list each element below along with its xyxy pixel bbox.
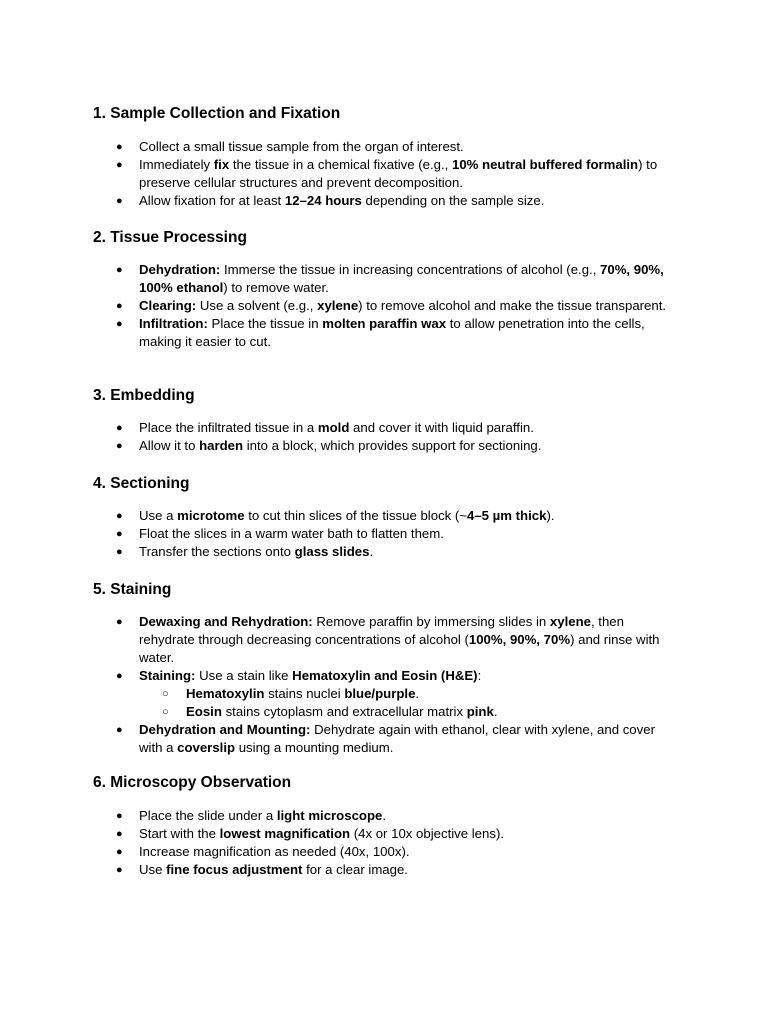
- text-segment: ) and rinse with water.: [139, 632, 660, 665]
- section-heading: 2. Tissue Processing: [93, 229, 247, 246]
- text-segment: .: [415, 686, 420, 701]
- text-segment: to allow penetration into the cells, making it easier to cut.: [139, 316, 645, 349]
- bullet-icon: ●: [116, 318, 123, 330]
- bold-text: fine focus adjustment: [166, 862, 303, 877]
- list-item: [0, 297, 669, 315]
- text-segment: :: [477, 668, 482, 683]
- list-item: [0, 192, 669, 210]
- bold-text: Infiltration:: [139, 316, 208, 331]
- bold-text: Staining:: [139, 668, 196, 683]
- bullet-icon: ●: [116, 724, 123, 736]
- text-segment: Place the slide under a: [139, 808, 277, 823]
- bold-text: Dewaxing and Rehydration:: [139, 614, 313, 629]
- list-item: [0, 543, 669, 561]
- sub-list-item: [0, 685, 669, 703]
- text-segment: Place the infiltrated tissue in a: [139, 420, 318, 435]
- bullet-icon: ●: [116, 864, 123, 876]
- bullet-icon: ●: [116, 546, 123, 558]
- bullet-list: [0, 507, 768, 561]
- bullet-icon: ●: [116, 828, 123, 840]
- sub-list-item: [0, 703, 669, 721]
- bold-text: 10% neutral buffered formalin: [451, 157, 639, 172]
- bullet-list: [0, 138, 768, 210]
- text-segment: Immediately: [139, 157, 214, 172]
- text-segment: (4x or 10x objective lens).: [350, 826, 505, 841]
- list-item: [0, 667, 669, 685]
- text-segment: Increase magnification as needed (40x, 100x).: [139, 844, 410, 859]
- section-heading: 6. Microscopy Observation: [93, 774, 292, 791]
- section-heading: 3. Embedding: [93, 387, 195, 404]
- bullet-icon: ●: [116, 300, 123, 312]
- text-segment: ) to preserve cellular structures and prevent decomposition.: [139, 157, 658, 190]
- bold-text: 12–24 hours: [284, 193, 362, 208]
- bullet-icon: ●: [116, 528, 123, 540]
- bold-text: 70%, 90%, 100% ethanol: [139, 262, 664, 295]
- text-segment: Float the slices in a warm water bath to flatten them.: [139, 526, 444, 541]
- bullet-icon: ●: [116, 810, 123, 822]
- bullet-icon: ●: [116, 440, 123, 452]
- bold-text: lowest magnification: [219, 826, 351, 841]
- text-segment: Use: [139, 862, 167, 877]
- list-item: [0, 261, 669, 297]
- text-segment: Start with the: [139, 826, 220, 841]
- bold-text: xylene: [549, 614, 591, 629]
- bold-text: molten paraffin wax: [322, 316, 447, 331]
- text-segment: ) to remove alcohol and make the tissue transparent.: [358, 298, 667, 313]
- bold-text: Eosin: [186, 704, 222, 719]
- list-item: [0, 507, 669, 525]
- bold-text: light microscope: [276, 808, 383, 823]
- list-item: [0, 315, 669, 351]
- hollow-bullet-icon: ○: [162, 688, 169, 700]
- bullet-icon: ●: [116, 159, 123, 171]
- text-segment: stains nuclei: [264, 686, 345, 701]
- bold-text: Dehydration:: [139, 262, 221, 277]
- text-segment: for a clear image.: [302, 862, 408, 877]
- list-item: [0, 437, 669, 455]
- bold-text: harden: [199, 438, 244, 453]
- text-segment: Use a solvent (e.g.,: [196, 298, 318, 313]
- list-item: [0, 419, 669, 437]
- bold-text: fix: [213, 157, 230, 172]
- text-segment: .: [382, 808, 387, 823]
- hollow-bullet-icon: ○: [162, 706, 169, 718]
- text-segment: Allow it to: [139, 438, 200, 453]
- text-segment: Immerse the tissue in increasing concentrations of alcohol (e.g.,: [220, 262, 601, 277]
- bold-text: mold: [317, 420, 350, 435]
- text-segment: stains cytoplasm and extracellular matrix: [221, 704, 467, 719]
- section-heading: 5. Staining: [93, 581, 172, 598]
- text-segment: ) to remove water.: [223, 280, 329, 295]
- bold-text: Hematoxylin and Eosin (H&E): [292, 668, 478, 683]
- bold-text: xylene: [317, 298, 359, 313]
- bold-text: glass slides: [294, 544, 370, 559]
- text-segment: .: [493, 704, 498, 719]
- bold-text: Dehydration and Mounting:: [139, 722, 311, 737]
- text-segment: Use a: [139, 508, 178, 523]
- list-item: [0, 825, 669, 843]
- bold-text: Clearing:: [139, 298, 197, 313]
- text-segment: Collect a small tissue sample from the organ of interest.: [139, 139, 464, 154]
- text-segment: depending on the sample size.: [361, 193, 545, 208]
- bullet-icon: ●: [116, 422, 123, 434]
- bold-text: 4–5 µm thick: [467, 508, 547, 523]
- list-item: [0, 843, 669, 861]
- bold-text: 100%, 90%, 70%: [468, 632, 571, 647]
- bullet-icon: ●: [116, 141, 123, 153]
- bold-text: Hematoxylin: [186, 686, 265, 701]
- text-segment: Use a stain like: [195, 668, 293, 683]
- bullet-list: [0, 807, 768, 879]
- list-item: [0, 156, 669, 192]
- list-item: [0, 721, 669, 757]
- bullet-list: [0, 419, 768, 455]
- list-item: [0, 525, 669, 543]
- bullet-list: [0, 613, 768, 757]
- section-heading: 1. Sample Collection and Fixation: [93, 105, 341, 122]
- text-segment: to cut thin slices of the tissue block (~: [244, 508, 468, 523]
- bullet-icon: ●: [116, 264, 123, 276]
- bold-text: coverslip: [177, 740, 236, 755]
- bullet-icon: ●: [116, 670, 123, 682]
- text-segment: and cover it with liquid paraffin.: [349, 420, 534, 435]
- text-segment: using a mounting medium.: [235, 740, 394, 755]
- text-segment: Dehydrate again with ethanol, clear with xylene, and cover with a: [139, 722, 655, 755]
- bullet-icon: ●: [116, 846, 123, 858]
- text-segment: , then rehydrate through decreasing concentrations of alcohol (: [139, 614, 624, 647]
- text-segment: Remove paraffin by immersing slides in: [312, 614, 550, 629]
- text-segment: .: [369, 544, 374, 559]
- list-item: [0, 807, 669, 825]
- list-item: [0, 861, 669, 879]
- text-segment: into a block, which provides support for sectioning.: [243, 438, 542, 453]
- bold-text: microtome: [177, 508, 245, 523]
- text-segment: Transfer the sections onto: [139, 544, 295, 559]
- section-heading: 4. Sectioning: [93, 475, 190, 492]
- bullet-icon: ●: [116, 616, 123, 628]
- bullet-icon: ●: [116, 510, 123, 522]
- bullet-icon: ●: [116, 195, 123, 207]
- text-segment: Place the tissue in: [207, 316, 323, 331]
- text-segment: the tissue in a chemical fixative (e.g.,: [229, 157, 452, 172]
- bullet-list: [0, 261, 768, 351]
- list-item: [0, 613, 669, 667]
- bold-text: blue/purple: [344, 686, 416, 701]
- text-segment: ).: [546, 508, 555, 523]
- bold-text: pink: [466, 704, 494, 719]
- list-item: [0, 138, 669, 156]
- text-segment: Allow fixation for at least: [139, 193, 285, 208]
